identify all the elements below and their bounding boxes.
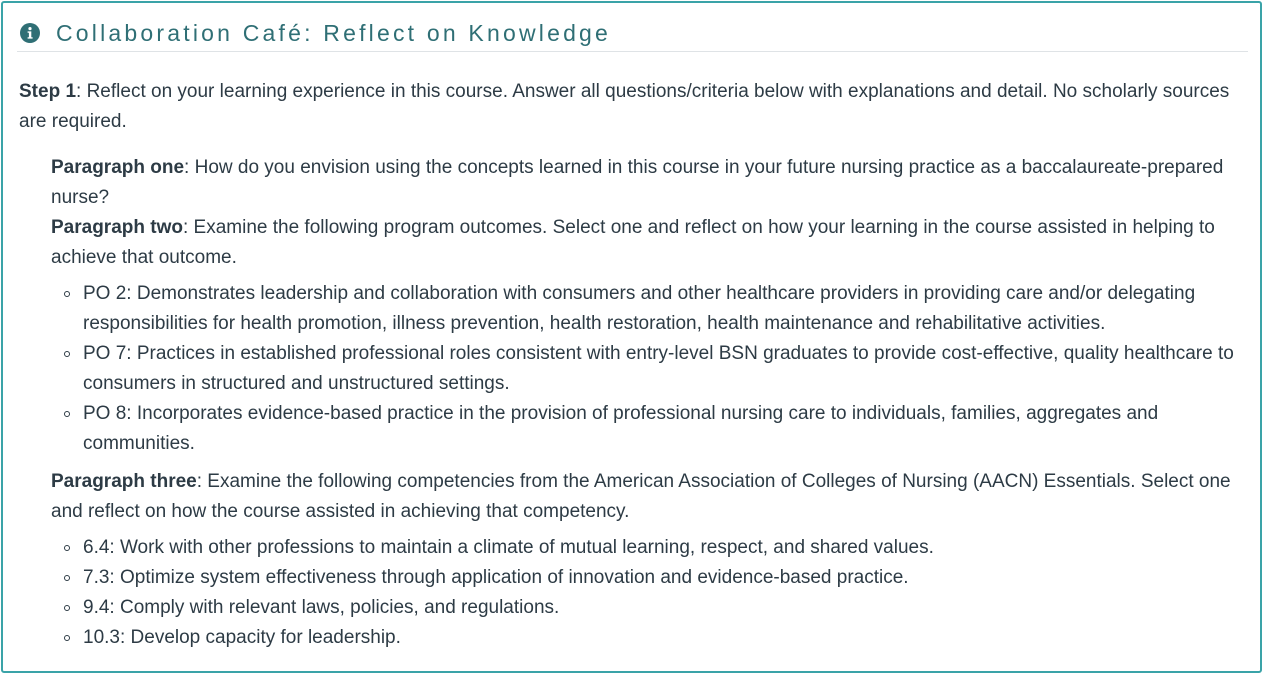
list-item-text: 6.4: Work with other professions to maintain a climate of mutual learning, respect, and shared values. xyxy=(83,537,934,558)
bullet-icon xyxy=(64,291,70,297)
program-outcomes-list xyxy=(51,279,1247,459)
bullet-icon xyxy=(64,575,70,581)
paragraph-three-description: : Examine the following competencies from the American Association of Colleges of Nursing (AACN) Essentials. Select one and reflect on how the course assisted in achieving that competency. xyxy=(51,471,1231,522)
paragraph-three-text xyxy=(51,467,1247,527)
content-panel xyxy=(1,1,1262,673)
paragraph-one-label: Paragraph one xyxy=(51,157,185,178)
list-item xyxy=(83,279,1247,339)
list-item-text: 10.3: Develop capacity for leadership. xyxy=(83,627,401,648)
paragraph-three-label: Paragraph three xyxy=(51,471,197,492)
list-item-text: 9.4: Comply with relevant laws, policies, and regulations. xyxy=(83,597,560,618)
paragraph-three xyxy=(51,467,1247,653)
list-item-text: 7.3: Optimize system effectiveness through application of innovation and evidence-based practice. xyxy=(83,567,909,588)
list-item-text: PO 2: Demonstrates leadership and collaboration with consumers and other healthcare providers in providing care and/or delegating responsibilities for health promotion, illness prevention, health restoration, health maintenance and rehabilitative activities. xyxy=(83,283,1196,334)
step-1-label: Step 1 xyxy=(19,81,77,102)
competencies-list xyxy=(51,533,1247,653)
list-item-text: PO 7: Practices in established professional roles consistent with entry-level BSN graduates to provide cost-effective, quality healthcare to consumers in structured and unstructured settings. xyxy=(83,343,1234,394)
bullet-icon xyxy=(64,411,70,417)
info-icon xyxy=(20,23,40,43)
list-item-text: PO 8: Incorporates evidence-based practice in the provision of professional nursing care to individuals, families, aggregates and communities. xyxy=(83,403,1159,454)
step-1-description: : Reflect on your learning experience in this course. Answer all questions/criteria below with explanations and detail. No scholarly sources are required. xyxy=(19,81,1230,132)
list-item xyxy=(83,533,1247,563)
bullet-icon xyxy=(64,545,70,551)
list-item xyxy=(83,563,1247,593)
list-item xyxy=(83,593,1247,623)
paragraph-two xyxy=(51,213,1247,459)
assignment-body xyxy=(19,77,1247,661)
step-1 xyxy=(19,77,1247,137)
page-title: Collaboration Café: Reflect on Knowledge xyxy=(56,20,612,46)
list-item xyxy=(83,623,1247,653)
list-item xyxy=(83,399,1247,459)
list-item xyxy=(83,339,1247,399)
bullet-icon xyxy=(64,351,70,357)
paragraph-one-text xyxy=(51,153,1247,213)
step-1-text xyxy=(19,77,1247,137)
paragraph-two-text xyxy=(51,213,1247,273)
paragraph-two-description: : Examine the following program outcomes. Select one and reflect on how your learning in the course assisted in helping to achieve that outcome. xyxy=(51,217,1215,268)
bullet-icon xyxy=(64,605,70,611)
panel-header xyxy=(17,19,1248,52)
paragraph-one-description: : How do you envision using the concepts learned in this course in your future nursing practice as a baccalaureate-prepared nurse? xyxy=(51,157,1224,208)
paragraph-one xyxy=(51,153,1247,213)
paragraph-two-label: Paragraph two xyxy=(51,217,183,238)
bullet-icon xyxy=(64,635,70,641)
